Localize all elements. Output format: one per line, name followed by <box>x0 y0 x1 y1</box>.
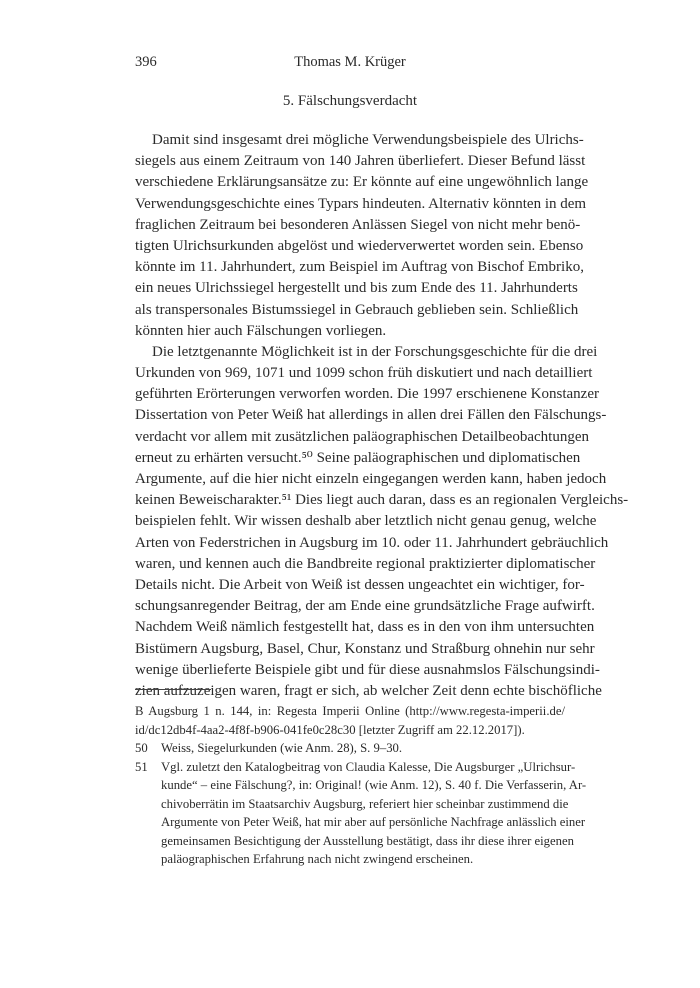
footnote-number: 50 <box>135 741 148 755</box>
footnote-number: 51 <box>135 759 148 774</box>
footnote-continuation-line: B Augsburg 1 n. 144, in: Regesta Imperii Online (http://www.regesta-imperii.de/ <box>135 704 565 718</box>
footnote-50 <box>135 739 565 758</box>
body-line: erneut zu erhärten versucht.⁵⁰ Seine paläographischen und diplomatischen <box>135 449 581 466</box>
section-heading: 5. Fälschungsverdacht <box>282 93 418 109</box>
footnote-line: gemeinsamen Besichtigung der Ausstellung bestätigt, dass ihr diese ihrer eigenen <box>161 833 574 848</box>
body-line: könnte im 11. Jahrhundert, zum Beispiel im Auftrag von Bischof Embriko, <box>135 259 584 276</box>
body-line: Damit sind insgesamt drei mögliche Verwendungsbeispiele des Ulrichs- <box>152 132 584 148</box>
footnote-continuation-line: id/dc12db4f-4aa2-4f8f-b906-041fe0c28c30 [letzter Zugriff am 22.12.2017]). <box>135 722 525 737</box>
body-line: als transpersonales Bistumssiegel in Gebrauch geblieben sein. Schließlich <box>135 301 579 318</box>
body-line: schungsanregender Beitrag, der am Ende eine grundsätzliche Frage aufwirft. <box>135 598 595 615</box>
body-line: tigten Ulrichsurkunden abgelöst und wiederverwertet worden sein. Ebenso <box>135 237 584 254</box>
footnote-text: Vgl. zuletzt den Katalogbeitrag von Claudia Kalesse, Die Augsburger „Ulrichsur- <box>161 759 576 774</box>
body-line: zien aufzuzeigen waren, fragt er sich, ab welcher Zeit denn echte bischöfliche <box>135 682 602 699</box>
body-line: könnten hier auch Fälschungen vorliegen. <box>135 322 387 339</box>
body-line: Verwendungsgeschichte eines Typars hindeuten. Alternativ könnten in dem <box>135 195 587 212</box>
body-line: verschiedene Erklärungsansätze zu: Er könnte auf eine ungewöhnlich lange <box>135 174 589 191</box>
body-line: Urkunden von 969, 1071 und 1099 schon früh diskutiert und nach detailliert <box>135 365 593 382</box>
footnote-divider <box>135 689 211 690</box>
body-line: Nachdem Weiß nämlich festgestellt hat, dass es in den von ihm untersuchten <box>135 619 595 636</box>
body-line: Arten von Federstrichen in Augsburg im 10. oder 11. Jahrhundert gebräuchlich <box>135 534 609 551</box>
running-author: Thomas M. Krüger <box>294 54 406 70</box>
body-line: geführten Erörterungen verworfen worden. Die 1997 erschienene Konstanzer <box>135 386 599 403</box>
footnote-51 <box>135 758 576 777</box>
body-line: siegels aus einem Zeitraum von 140 Jahren überliefert. Dieser Befund lässt <box>135 153 586 170</box>
body-line: Argumente, auf die hier nicht einzeln eingegangen werden kann, haben jedoch <box>135 471 607 487</box>
footnote-line: kunde“ – eine Fälschung?, in: Original! (wie Anm. 12), S. 40 f. Die Verfasserin, Ar- <box>161 778 587 792</box>
body-line: wenige überlieferte Beispiele gibt und für diese ausnahmslos Fälschungsindi- <box>135 661 600 678</box>
body-line: fraglichen Zeitraum bei besonderen Anlässen Siegel von nicht mehr benö- <box>135 216 581 233</box>
page-number: 396 <box>135 54 157 70</box>
footnote-line: chivoberrätin im Staatsarchiv Augsburg, referiert hier scheinbar zustimmend die <box>161 796 569 811</box>
body-line: ein neues Ulrichssiegel hergestellt und bis zum Ende des 11. Jahrhunderts <box>135 280 578 297</box>
footnote-line: paläographischen Erfahrung nach nicht zwingend erscheinen. <box>161 852 474 866</box>
body-line: keinen Beweischarakter.⁵¹ Dies liegt auch daran, dass es an regionalen Vergleichs- <box>135 492 629 509</box>
running-head <box>135 54 565 74</box>
body-line: Die letztgenannte Möglichkeit ist in der Forschungsgeschichte für die drei <box>152 343 598 360</box>
body-line: beispielen fehlt. Wir wissen deshalb aber letztlich nicht genau genug, welche <box>135 513 597 530</box>
body-line: verdacht vor allem mit zusätzlichen paläographischen Detailbeobachtungen <box>135 428 589 445</box>
footnote-text: Weiss, Siegelurkunden (wie Anm. 28), S. 9–30. <box>161 741 403 755</box>
body-line: Dissertation von Peter Weiß hat allerdings in allen drei Fällen den Fälschungs- <box>135 407 607 424</box>
footnote-line: Argumente von Peter Weiß, hat mir aber auf persönliche Nachfrage anlässlich einer <box>161 815 586 829</box>
body-line: Bistümern Augsburg, Basel, Chur, Konstanz und Straßburg ohnehin nur sehr <box>135 640 595 657</box>
footnotes <box>135 702 587 869</box>
body-text <box>135 130 629 702</box>
body-line: waren, und kennen auch die Bandbreite regional praktizierter diplomatischer <box>135 555 596 572</box>
body-line: Details nicht. Die Arbeit von Weiß ist dessen ungeachtet ein wichtiger, for- <box>135 576 585 593</box>
